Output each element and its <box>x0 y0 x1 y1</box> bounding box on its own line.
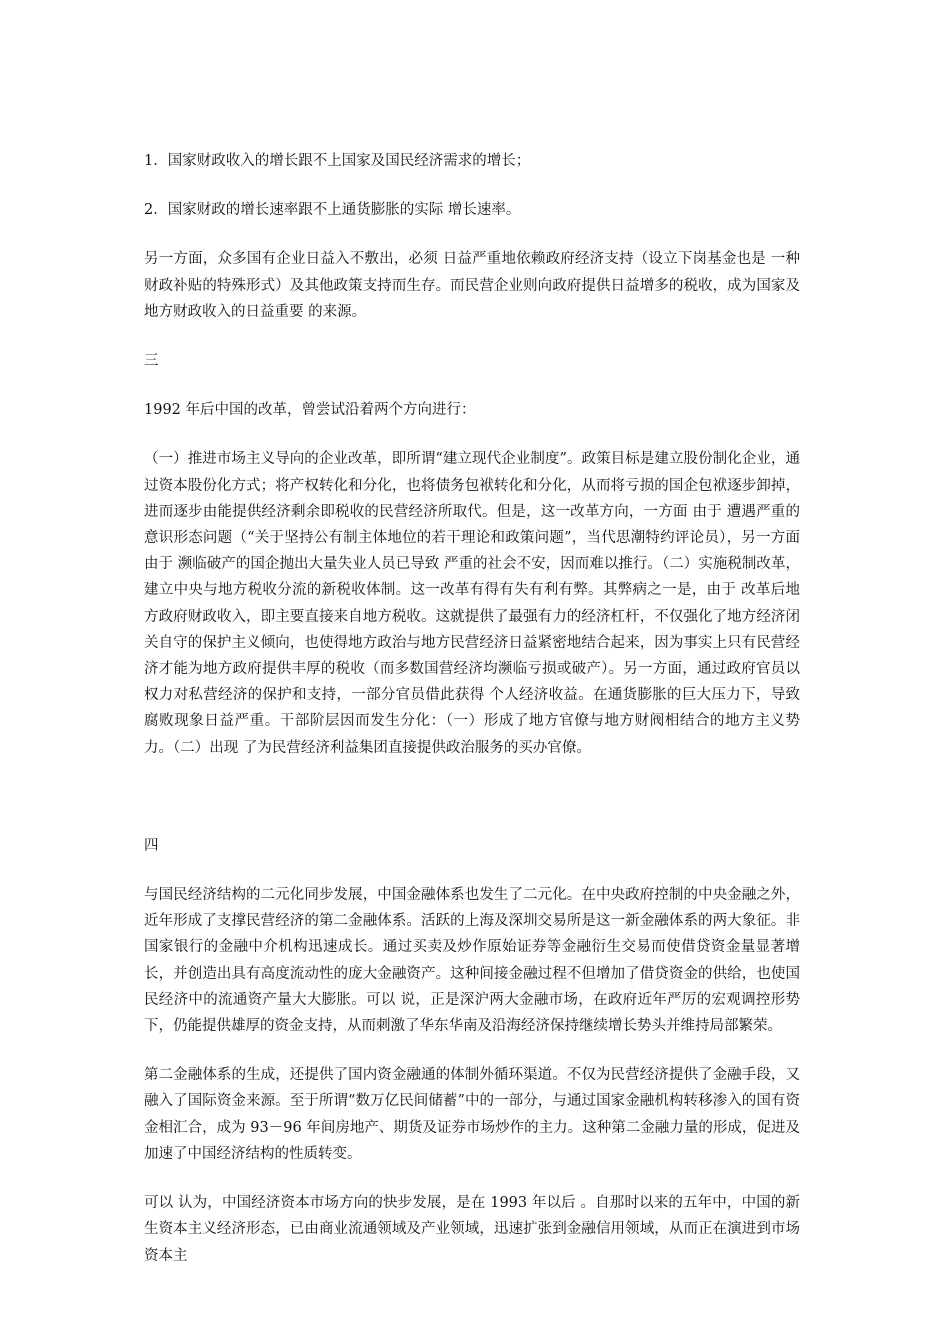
section-heading-3: 三 <box>144 353 159 370</box>
paragraph-2: 2．国家财政的增长速率跟不上通货膨胀的实际 增长速率。 <box>144 202 521 219</box>
paragraph-7: 第二金融体系的生成，还提供了国内资金融通的体制外循环渠道。不仅为民营经济提供了金融手段，又融入了国际资金来源。至于所谓“数万亿民间储蓄”中的一部分，与通过国家金融机构转移渗入的国有资金相汇合，成为 93－96 年间房地产、期货及证券市场炒作的主力。这种第二金融力量的形成，促进及加速了中国经济结构的性质转变。 <box>144 1067 800 1162</box>
paragraph-8: 可以 认为，中国经济资本市场方向的快步发展，是在 1993 年以后 。自那时以来的五年中，中国的新生资本主义经济形态，已由商业流通领域及产业领域，迅速扩张到金融信用领域，从而正在演进到市场资本主 <box>144 1195 800 1264</box>
section-heading-4: 四 <box>144 837 159 854</box>
paragraph-4: 1992 年后中国的改革，曾尝试沿着两个方向进行： <box>144 402 476 419</box>
paragraph-1: 1．国家财政收入的增长跟不上国家及国民经济需求的增长； <box>144 153 531 169</box>
paragraph-3: 另一方面，众多国有企业日益入不敷出，必须 日益严重地依赖政府经济支持（设立下岗基金也是 一种财政补贴的特殊形式）及其他政策支持而生存。而民营企业则向政府提供日益增多的税收，成为国家及地方财政收入的日益重要 的来源。 <box>144 251 800 320</box>
paragraph-6: 与国民经济结构的二元化同步发展，中国金融体系也发生了二元化。在中央政府控制的中央金融之外，近年形成了支撑民营经济的第二金融体系。活跃的上海及深圳交易所是这一新金融体系的两大象征。非国家银行的金融中介机构迅速成长。通过买卖及炒作原始证券等金融衍生交易而使借贷资金量显著增长，并创造出具有高度流动性的庞大金融资产。这种间接金融过程不但增加了借贷资金的供给，也使国民经济中的流通资产量大大膨胀。可以 说，正是深沪两大金融市场，在政府近年严厉的宏观调控形势下，仍能提供雄厚的资金支持，从而刺激了华东华南及沿海经济保持继续增长势头并维持局部繁荣。 <box>144 887 800 1035</box>
blank-spacer <box>144 784 800 833</box>
paragraph-5: （一）推进市场主义导向的企业改革，即所谓“建立现代企业制度”。政策目标是建立股份制化企业，通过资本股份化方式；将产权转化和分化，也将债务包袱转化和分化，从而将亏损的国企包袱逐步卸掉，进而逐步由能提供经济剩余即税收的民营经济所取代。但是，这一改革方向，一方面 由于 遭遇严重的意识形态问题（“关于坚持公有制主体地位的若干理论和政策问题”，当代思潮特约评论员），另一方面 由于 濒临破产的国企抛出大量失业人员已导致 严重的社会不安，因而难以推行。（二）实施税制改革，建立中央与地方税收分流的新税收体制。这一改革有得有失有利有弊。其弊病之一是，由于 改革后地方政府财政收入，即主要直接来自地方税收。这就提供了最强有力的经济杠杆，不仅强化了地方经济闭关自守的保护主义倾向，也使得地方政治与地方民营经济日益紧密地结合起来，因为事实上只有民营经济才能为地方政府提供丰厚的税收（而多数国营经济均濒临亏损或破产）。另一方面，通过政府官员以权力对私营经济的保护和支持，一部分官员借此获得 个人经济收益。在通货膨胀的巨大压力下，导致 腐败现象日益严重。干部阶层因而发生分化：（一）形成了地方官僚与地方财阀相结合的地方主义势力。（二）出现 了为民营经济利益集团直接提供政治服务的买办官僚。 <box>144 451 800 756</box>
